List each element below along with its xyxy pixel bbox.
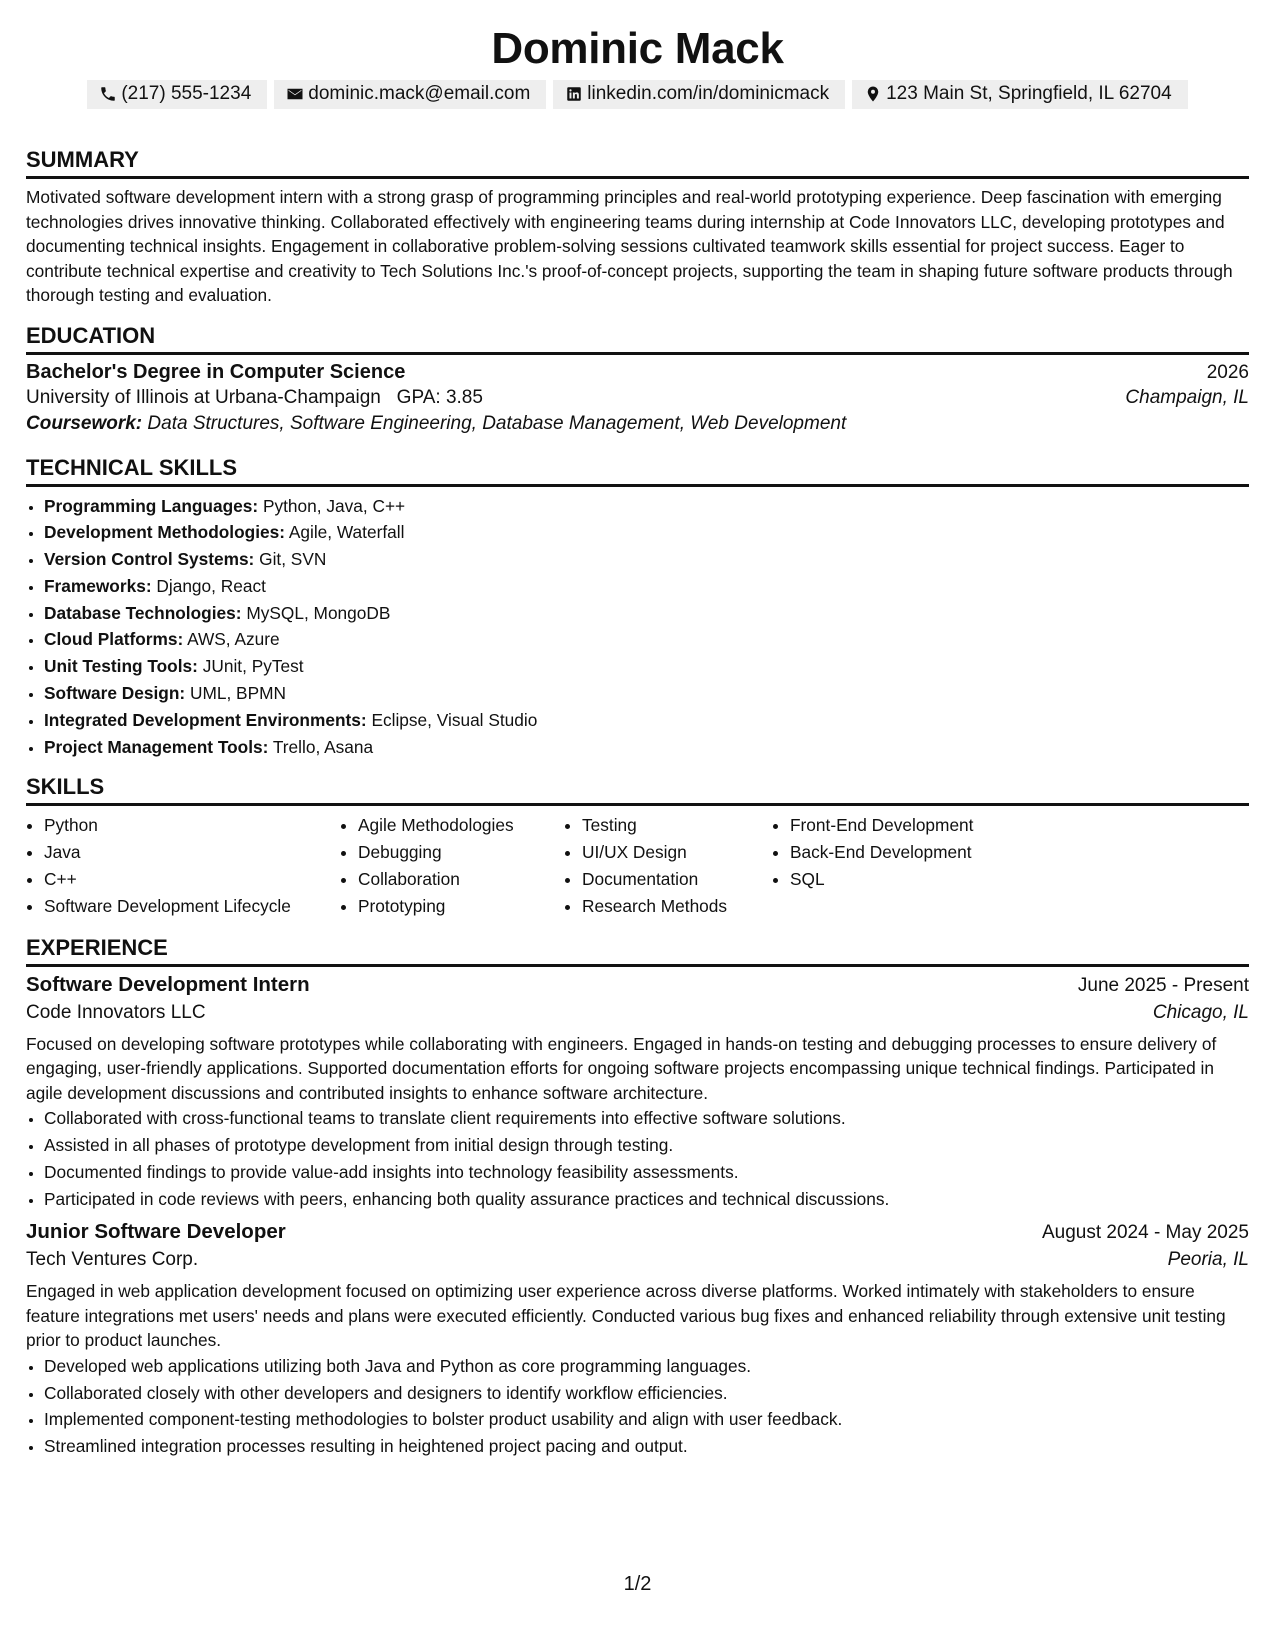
skill-item: • Research Methods: [582, 893, 772, 920]
gpa: GPA: 3.85: [396, 386, 483, 408]
list-item: • Assisted in all phases of prototype development from initial design through testing.: [44, 1132, 1249, 1159]
skill-item: • Prototyping: [358, 893, 564, 920]
coursework-list: Data Structures, Software Engineering, Database Management, Web Development: [147, 412, 847, 434]
job-bullets: [26, 1353, 1249, 1460]
section-title-experience: EXPERIENCE: [26, 934, 168, 960]
list-item: • Streamlined integration processes resulting in heightened project pacing and output.: [44, 1433, 1249, 1460]
skill-item: • Testing: [582, 812, 772, 839]
list-item: • Development Methodologies: Agile, Waterfall: [44, 519, 1249, 546]
graduation-year: 2026: [1206, 361, 1249, 383]
contact-address: [852, 80, 1188, 109]
skills-column: [340, 812, 564, 919]
skill-item: • Software Development Lifecycle: [44, 893, 340, 920]
section-title-education: EDUCATION: [26, 322, 156, 348]
skills-column: [26, 812, 340, 919]
linkedin-text: linkedin.com/in/dominicmack: [587, 83, 830, 104]
job-bullets: [26, 1105, 1249, 1212]
job-location: Chicago, IL: [1152, 1001, 1249, 1023]
job-title: Junior Software Developer: [26, 1220, 286, 1244]
job-entry: [26, 973, 1249, 1213]
section-divider: [26, 803, 1249, 806]
contact-email[interactable]: [274, 80, 546, 109]
skill-item: • UI/UX Design: [582, 839, 772, 866]
section-divider: [26, 176, 1249, 179]
map-pin-icon: [864, 85, 882, 103]
linkedin-icon: [565, 85, 583, 103]
contact-linkedin[interactable]: [553, 80, 845, 109]
candidate-name: Dominic Mack: [491, 24, 784, 73]
skill-item: • Back-End Development: [790, 839, 1030, 866]
company-name: Code Innovators LLC: [26, 1001, 206, 1023]
skill-item: • Front-End Development: [790, 812, 1030, 839]
skill-item: • Python: [44, 812, 340, 839]
envelope-icon: [286, 85, 304, 103]
skill-item: • C++: [44, 866, 340, 893]
job-entry: [26, 1220, 1249, 1460]
list-item: • Developed web applications utilizing both Java and Python as core programming languages.: [44, 1353, 1249, 1380]
degree-title: Bachelor's Degree in Computer Science: [26, 360, 406, 383]
list-item: • Collaborated with cross-functional teams to translate client requirements into effective software solutions.: [44, 1105, 1249, 1132]
job-dates: August 2024 - May 2025: [1041, 1222, 1249, 1244]
skill-item: • Documentation: [582, 866, 772, 893]
coursework-label: Coursework:: [26, 412, 143, 434]
job-description: Engaged in web application development focused on optimizing user experience across diverse platforms. Worked intimately with stakeholders to ensure feature integrations met users' needs and plans were executed efficiently. Conducted various bug fixes and enhanced reliability through extensive unit testing prior to product launches.: [26, 1281, 1226, 1351]
contact-bar: [26, 80, 1249, 109]
list-item: • Cloud Platforms: AWS, Azure: [44, 626, 1249, 653]
skill-item: • Java: [44, 839, 340, 866]
skill-item: • Debugging: [358, 839, 564, 866]
skill-item: • Collaboration: [358, 866, 564, 893]
address-text: 123 Main St, Springfield, IL 62704: [886, 83, 1172, 104]
job-title: Software Development Intern: [26, 972, 310, 996]
contact-phone[interactable]: [87, 80, 267, 109]
list-item: • Documented findings to provide value-add insights into technology feasibility assessments.: [44, 1159, 1249, 1186]
school-name: University of Illinois at Urbana-Champaign: [26, 386, 381, 408]
list-item: • Integrated Development Environments: Eclipse, Visual Studio: [44, 707, 1249, 734]
phone-text: (217) 555-1234: [121, 83, 252, 104]
list-item: • Unit Testing Tools: JUnit, PyTest: [44, 653, 1249, 680]
skills-column: [772, 812, 1030, 919]
summary-text: Motivated software development intern with a strong grasp of programming principles and real-world prototyping experience. Deep fascination with emerging technologies drives innovative thinking. Collaborated effectively with engineering teams during internship at Code Innovators LLC, developing prototypes and documenting technical insights. Engagement in collaborative problem-solving sessions cultivated teamwork skills essential for project success. Eager to contribute technical expertise and creativity to Tech Solutions Inc.'s proof-of-concept projects, supporting the team in shaping future software products through thorough testing and evaluation.: [26, 187, 1233, 305]
technical-skills-section: [26, 455, 1249, 761]
section-divider: [26, 352, 1249, 355]
company-name: Tech Ventures Corp.: [26, 1249, 199, 1271]
section-title-summary: SUMMARY: [26, 147, 139, 172]
summary-section: [26, 147, 1249, 308]
skill-item: • Agile Methodologies: [358, 812, 564, 839]
experience-section: [26, 935, 1249, 1460]
list-item: • Implemented component-testing methodologies to bolster product usability and align with user feedback.: [44, 1406, 1249, 1433]
list-item: • Database Technologies: MySQL, MongoDB: [44, 600, 1249, 627]
section-title-skills: SKILLS: [26, 774, 105, 800]
section-title-technical-skills: TECHNICAL SKILLS: [26, 454, 238, 480]
email-text: dominic.mack@email.com: [308, 83, 531, 104]
list-item: • Project Management Tools: Trello, Asana: [44, 734, 1249, 761]
list-item: • Version Control Systems: Git, SVN: [44, 546, 1249, 573]
coursework-line: [26, 413, 1249, 435]
list-item: • Software Design: UML, BPMN: [44, 680, 1249, 707]
list-item: • Collaborated closely with other developers and designers to identify workflow efficiencies.: [44, 1380, 1249, 1407]
page-number: 1/2: [623, 1573, 652, 1595]
list-item: • Participated in code reviews with peers, enhancing both quality assurance practices and technical discussions.: [44, 1186, 1249, 1213]
section-divider: [26, 964, 1249, 967]
technical-skills-list: [26, 493, 1249, 761]
list-item: • Programming Languages: Python, Java, C++: [44, 493, 1249, 520]
job-dates: June 2025 - Present: [1077, 974, 1249, 996]
skills-column: [564, 812, 772, 919]
education-section: [26, 323, 1249, 435]
job-location: Peoria, IL: [1167, 1249, 1249, 1271]
job-description: Focused on developing software prototypes while collaborating with engineers. Engaged in hands-on testing and debugging processes to ensure delivery of engaging, user-friendly applications. Supported documentation efforts for ongoing software projects encompassing unique technical findings. Participated in agile development discussions and contributed insights to enhance software architecture.: [26, 1033, 1217, 1103]
section-divider: [26, 484, 1249, 487]
school-location: Champaign, IL: [1125, 386, 1249, 408]
skill-item: • SQL: [790, 866, 1030, 893]
skills-grid: [26, 812, 1249, 919]
phone-icon: [99, 85, 117, 103]
skills-section: [26, 774, 1249, 919]
resume-page: [26, 0, 1249, 1460]
list-item: • Frameworks: Django, React: [44, 573, 1249, 600]
